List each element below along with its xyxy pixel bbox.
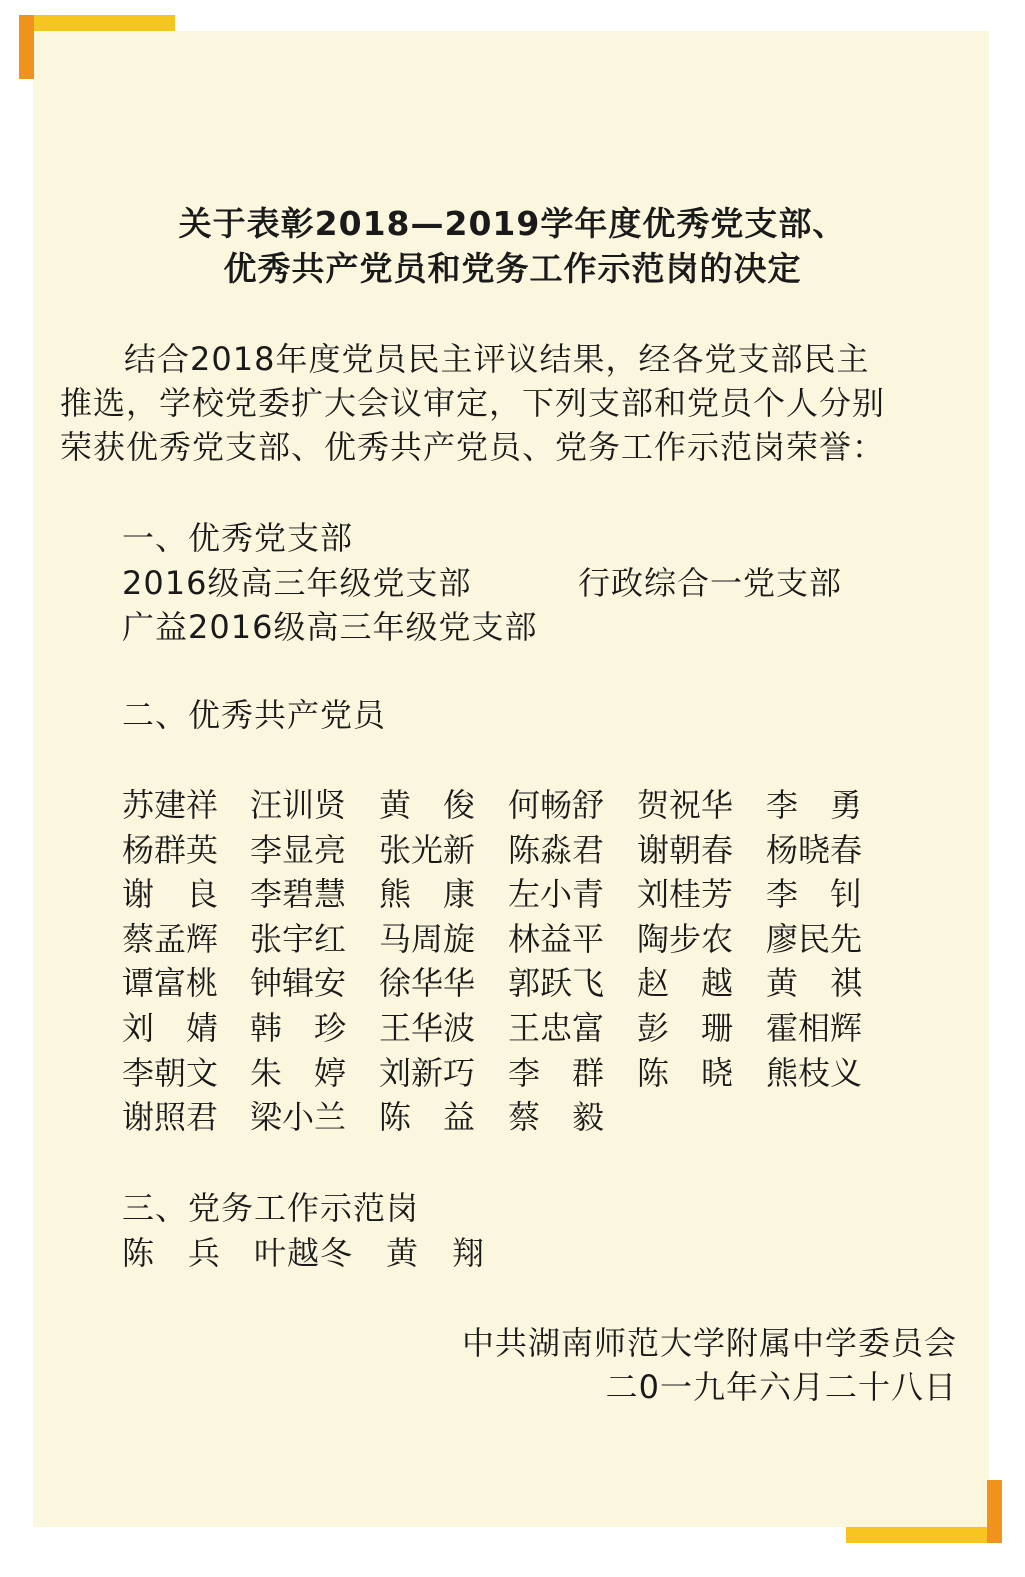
member-name: 谢 良 (122, 875, 219, 914)
section-heading-members: 二、优秀共产党员 (122, 696, 387, 734)
member-name: 李 群 (508, 1053, 605, 1092)
member-name: 刘新巧 (379, 1053, 476, 1092)
member-name: 熊 康 (379, 875, 476, 914)
member-name: 谢朝春 (637, 830, 734, 869)
member-name: 赵 越 (637, 964, 734, 1003)
member-name: 王华波 (379, 1008, 476, 1047)
section-heading-model-posts: 三、党务工作示范岗 (122, 1189, 420, 1227)
member-name: 郭跃飞 (508, 964, 605, 1003)
member-name: 陶步农 (637, 919, 734, 958)
branch-item: 广益2016级高三年级党支部 (122, 608, 538, 646)
member-name: 陈 益 (379, 1098, 476, 1137)
member-name: 马周旋 (379, 919, 476, 958)
member-name: 霍相辉 (766, 1008, 863, 1047)
member-name: 韩 珍 (250, 1008, 347, 1047)
corner-decoration-bottom-right-accent (987, 1480, 1002, 1543)
document-title-line-2: 优秀共产党员和党务工作示范岗的决定 (223, 249, 802, 288)
member-name: 王忠富 (508, 1008, 605, 1047)
member-name: 黄 俊 (379, 786, 476, 824)
member-name: 蔡孟辉 (122, 919, 219, 958)
member-name: 廖民先 (766, 919, 863, 958)
member-name: 黄 祺 (766, 964, 863, 1003)
intro-line-1: 结合2018年度党员民主评议结果，经各党支部民主 (124, 340, 870, 378)
intro-line-3: 荣获优秀党支部、优秀共产党员、党务工作示范岗荣誉： (60, 428, 886, 466)
member-name: 钟辑安 (250, 964, 347, 1003)
member-name: 刘 婧 (122, 1008, 219, 1047)
signature-organization: 中共湖南师范大学附属中学委员会 (461, 1324, 957, 1362)
member-name: 林益平 (508, 919, 605, 958)
document-title-line-1: 关于表彰2018—2019学年度优秀党支部、 (178, 204, 847, 243)
member-name: 李 钊 (766, 875, 863, 914)
branch-item: 2016级高三年级党支部 (122, 564, 472, 602)
member-name: 陈淼君 (508, 830, 605, 869)
corner-decoration-bottom-right (846, 1527, 1002, 1543)
member-name: 熊枝义 (766, 1053, 863, 1092)
section-heading-branches: 一、优秀党支部 (122, 519, 354, 557)
member-name: 蔡 毅 (508, 1098, 605, 1137)
model-post-names: 陈 兵 叶越冬 黄 翔 (122, 1234, 486, 1272)
member-name: 杨晓春 (766, 830, 863, 869)
member-name: 李碧慧 (250, 875, 347, 914)
member-name: 陈 晓 (637, 1053, 734, 1092)
member-name: 李朝文 (122, 1053, 219, 1092)
member-name: 杨群英 (122, 830, 219, 869)
member-name: 谭富桃 (122, 964, 219, 1003)
branch-item: 行政综合一党支部 (578, 564, 843, 602)
member-name: 梁小兰 (250, 1098, 347, 1137)
member-name: 左小青 (508, 875, 605, 914)
member-name: 朱 婷 (250, 1053, 347, 1092)
member-name: 谢照君 (122, 1098, 219, 1137)
member-name: 贺祝华 (637, 786, 734, 824)
member-name: 彭 珊 (637, 1008, 734, 1047)
member-name: 徐华华 (379, 964, 476, 1003)
intro-line-2: 推选，学校党委扩大会议审定，下列支部和党员个人分别 (60, 384, 886, 422)
corner-decoration-top-left-accent (19, 15, 34, 79)
signature-date: 二0一九年六月二十八日 (605, 1368, 957, 1406)
member-name: 苏建祥 (122, 786, 219, 824)
member-name: 李显亮 (250, 830, 347, 869)
member-name: 汪训贤 (250, 786, 347, 824)
member-name: 张光新 (379, 830, 476, 869)
corner-decoration-top-left (19, 15, 175, 31)
member-name: 李 勇 (766, 786, 863, 824)
member-name: 何畅舒 (508, 786, 605, 824)
member-name: 刘桂芳 (637, 875, 734, 914)
member-name: 张宇红 (250, 919, 347, 958)
